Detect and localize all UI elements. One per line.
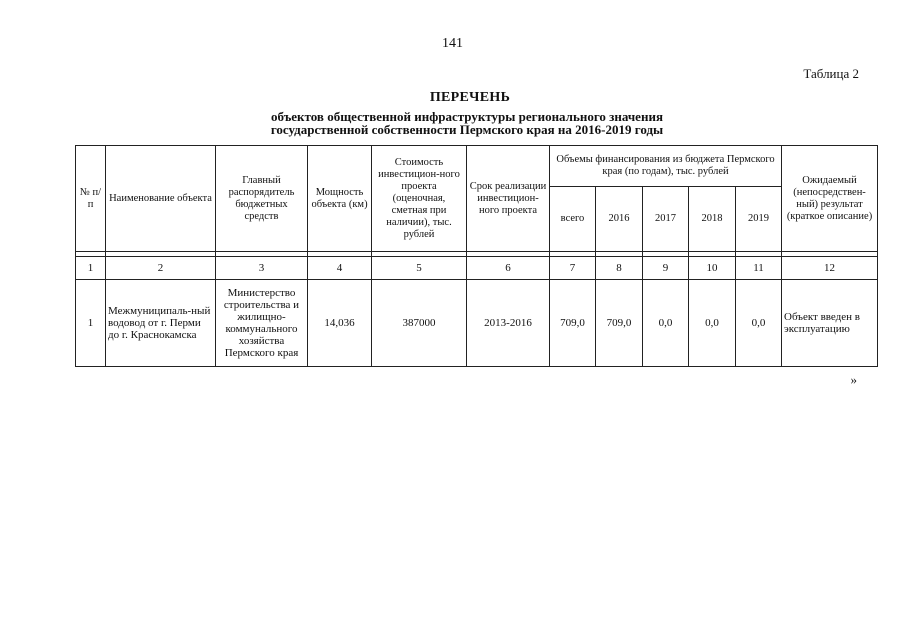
cell-2016: 709,0 (596, 280, 643, 367)
cell-result: Объект введен в эксплуатацию (782, 280, 878, 367)
table-label: Таблица 2 (803, 66, 859, 81)
document-subtitle (232, 110, 702, 136)
header-funding: Объемы финансирования из бюджета Пермского края (по годам), тыс. рублей (550, 146, 782, 187)
column-number: 2 (106, 257, 216, 280)
column-numbers-row (76, 257, 878, 280)
table-row (76, 280, 878, 367)
column-number: 7 (550, 257, 596, 280)
header-name: Наименование объекта (106, 146, 216, 252)
cell-2017: 0,0 (643, 280, 689, 367)
cell-2018: 0,0 (689, 280, 736, 367)
header-2019: 2019 (736, 187, 782, 252)
header-total: всего (550, 187, 596, 252)
column-number: 11 (736, 257, 782, 280)
cell-manager: Министерство строительства и жилищно-коммунального хозяйства Пермского края (216, 280, 308, 367)
cell-2019: 0,0 (736, 280, 782, 367)
page-number: 141 (442, 36, 463, 51)
cell-capacity: 14,036 (308, 280, 372, 367)
header-row-1 (76, 146, 878, 187)
subtitle-line-1: объектов общественной инфраструктуры регионального значения (271, 109, 663, 124)
column-number: 10 (689, 257, 736, 280)
document-title: ПЕРЕЧЕНЬ (429, 90, 511, 105)
header-result: Ожидаемый (непосредствен-ный) результат (краткое описание) (782, 146, 878, 252)
column-number: 1 (76, 257, 106, 280)
column-number: 3 (216, 257, 308, 280)
column-number: 5 (372, 257, 467, 280)
cell-total: 709,0 (550, 280, 596, 367)
header-2018: 2018 (689, 187, 736, 252)
header-2016: 2016 (596, 187, 643, 252)
closing-quote: » (850, 372, 857, 387)
header-2017: 2017 (643, 187, 689, 252)
cell-num: 1 (76, 280, 106, 367)
column-number: 9 (643, 257, 689, 280)
subtitle-line-2: государственной собственности Пермского края на 2016-2019 годы (270, 122, 664, 137)
header-num: № п/п (76, 146, 106, 252)
cell-name: Межмуниципаль-ный водовод от г. Перми до г. Краснокамска (106, 280, 216, 367)
infrastructure-table (75, 145, 878, 367)
column-number: 4 (308, 257, 372, 280)
header-manager: Главный распорядитель бюджетных средств (216, 146, 308, 252)
column-number: 6 (467, 257, 550, 280)
cell-cost: 387000 (372, 280, 467, 367)
column-number: 12 (782, 257, 878, 280)
header-capacity: Мощность объекта (км) (308, 146, 372, 252)
header-cost: Стоимость инвестицион-ного проекта (оценочная, сметная при наличии), тыс. рублей (372, 146, 467, 252)
header-term: Срок реализации инвестицион-ного проекта (467, 146, 550, 252)
cell-term: 2013-2016 (467, 280, 550, 367)
column-number: 8 (596, 257, 643, 280)
